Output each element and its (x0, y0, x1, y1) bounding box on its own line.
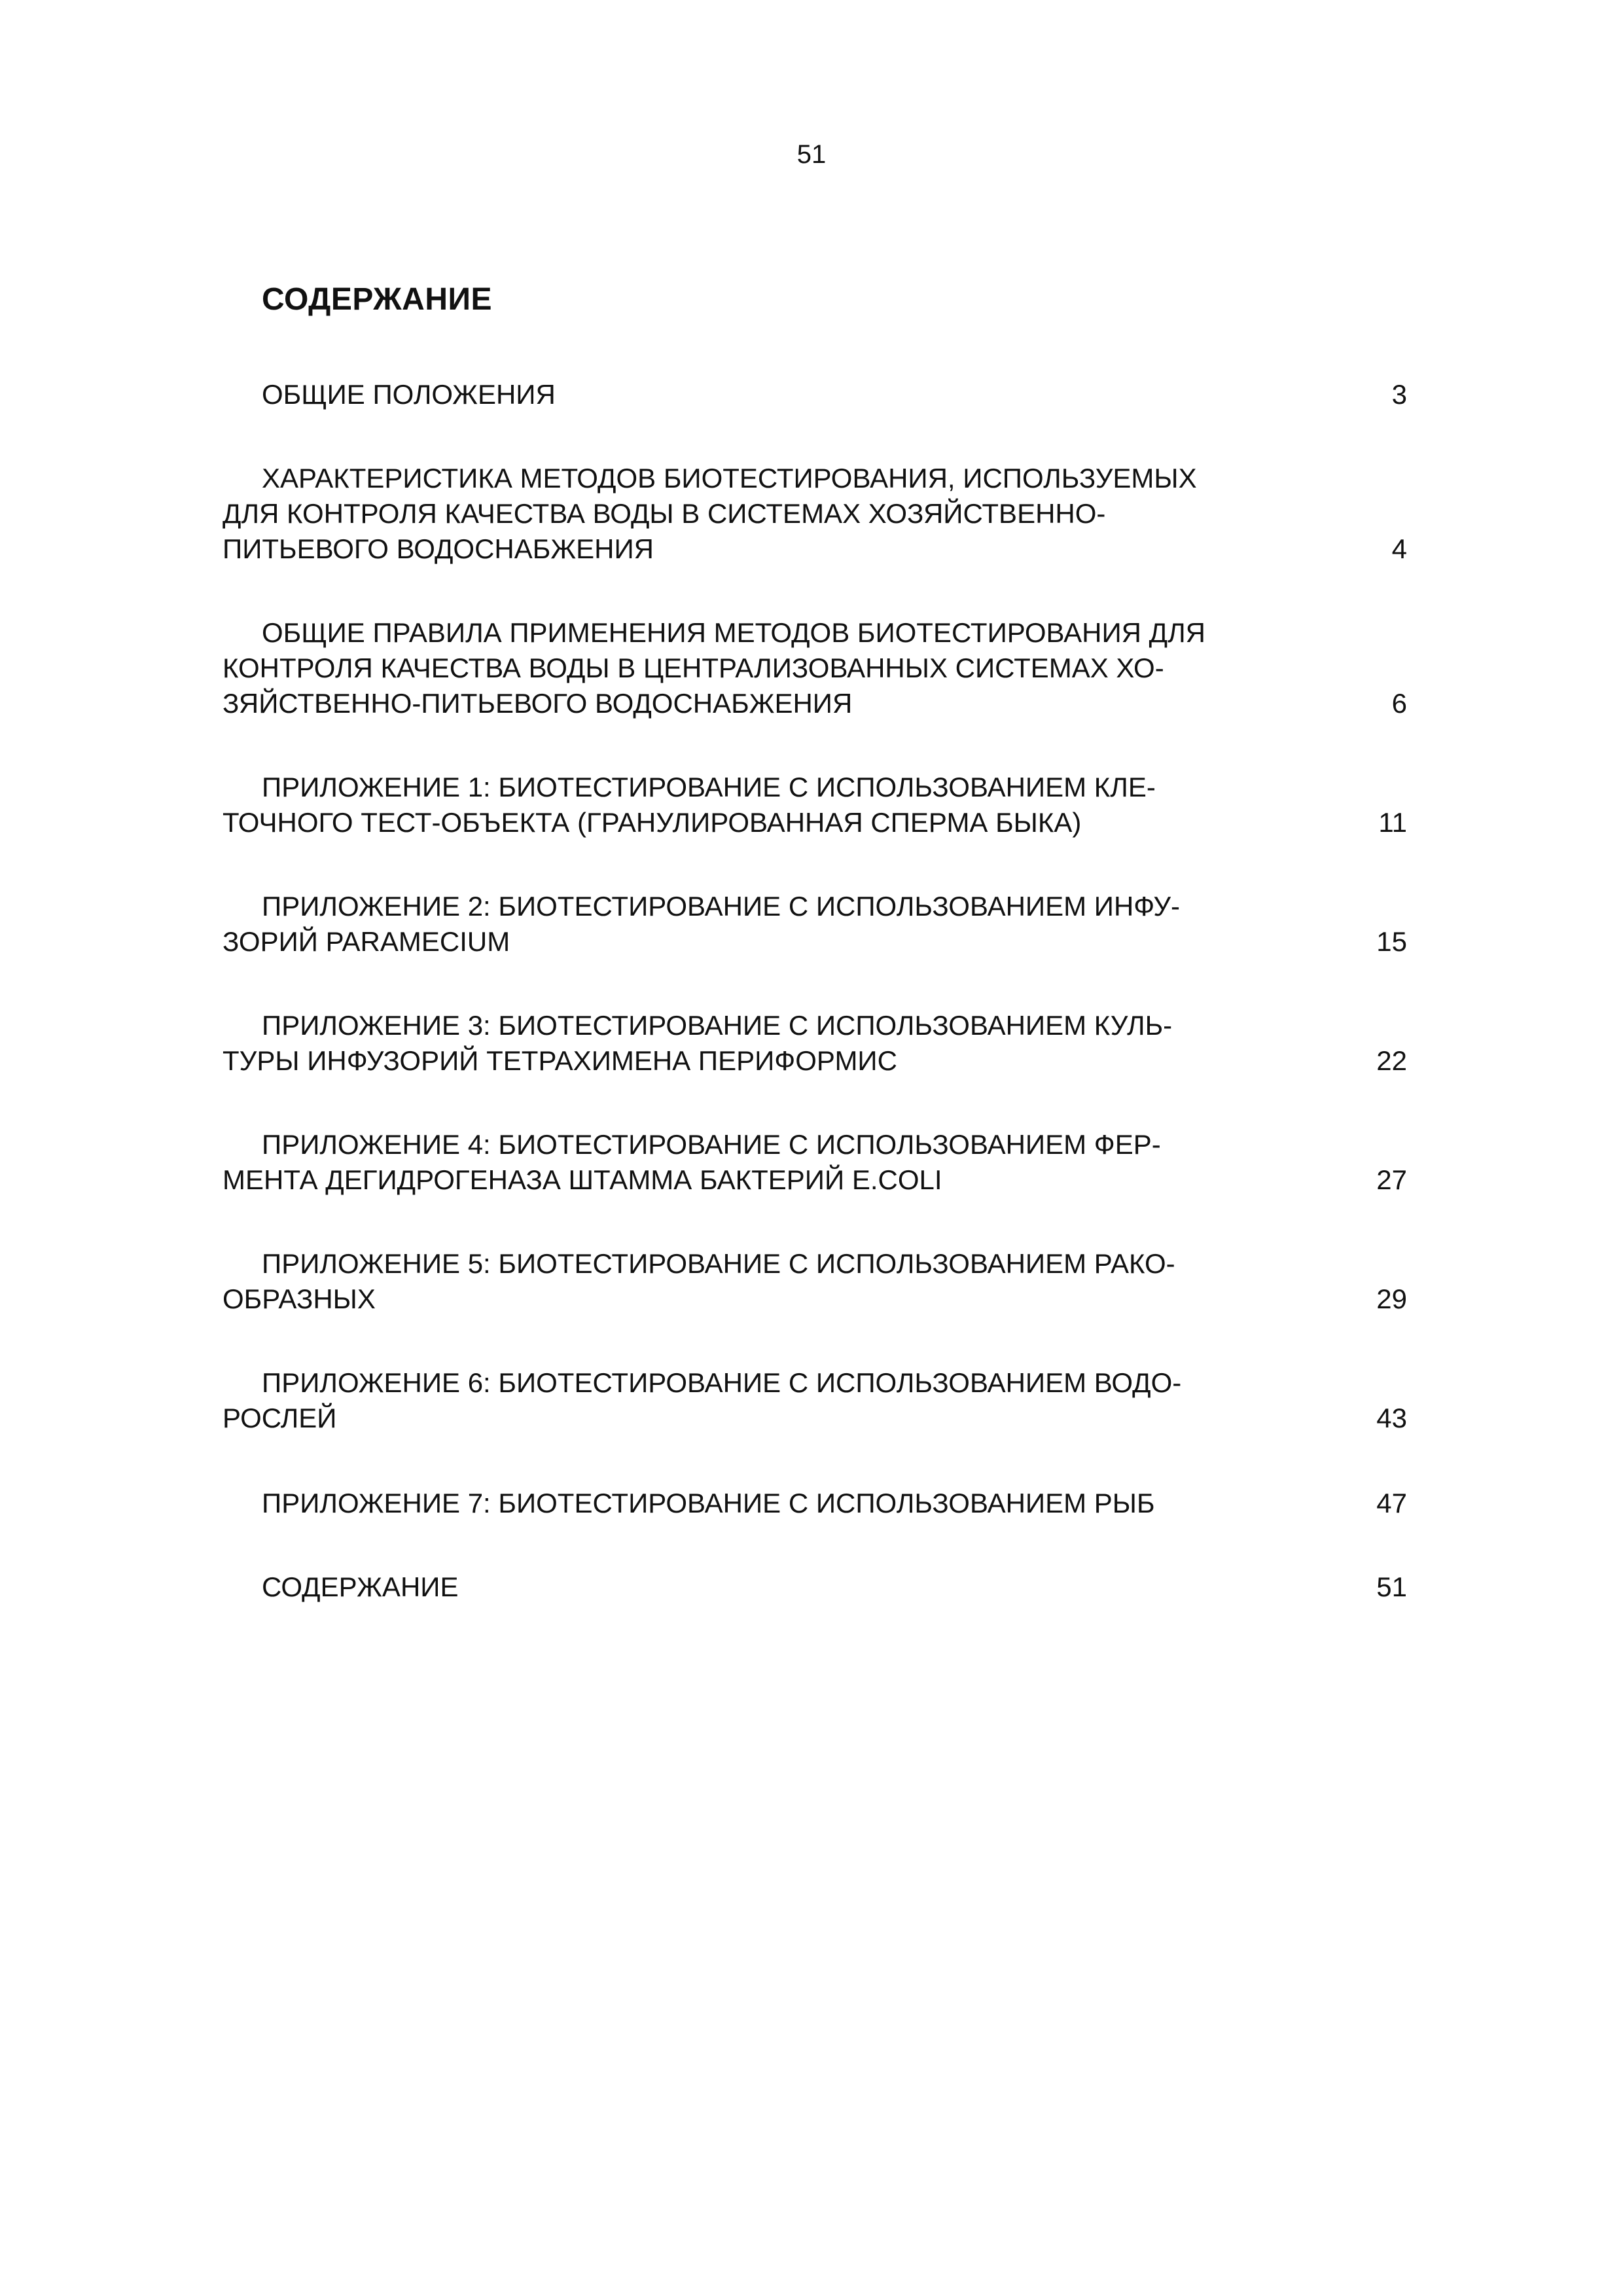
toc-entry-title: ПРИЛОЖЕНИЕ 4: БИОТЕСТИРОВАНИЕ С ИСПОЛЬЗОВАНИЕМ ФЕР- МЕНТА ДЕГИДРОГЕНАЗА ШТАММА БАКТЕРИЙ E.COLI (223, 1129, 1161, 1195)
toc-entry (223, 1486, 1407, 1521)
toc-entry-page: 15 (1376, 926, 1407, 957)
toc-entry-title: ПРИЛОЖЕНИЕ 2: БИОТЕСТИРОВАНИЕ С ИСПОЛЬЗОВАНИЕМ ИНФУ- ЗОРИЙ PARAMECIUM (223, 891, 1181, 957)
toc-entry-title: ПРИЛОЖЕНИЕ 6: БИОТЕСТИРОВАНИЕ С ИСПОЛЬЗОВАНИЕМ ВОДО- РОСЛЕЙ (223, 1367, 1182, 1433)
toc-entry (223, 770, 1407, 840)
toc-entry-title: СОДЕРЖАНИЕ (262, 1571, 459, 1602)
toc-entry-page: 22 (1376, 1045, 1407, 1076)
toc-entry (223, 377, 1407, 412)
toc-entry-page: 3 (1391, 379, 1407, 410)
page-number: 51 (796, 140, 827, 169)
toc-entry-title: ПРИЛОЖЕНИЕ 5: БИОТЕСТИРОВАНИЕ С ИСПОЛЬЗОВАНИЕМ РАКО- ОБРАЗНЫХ (223, 1248, 1175, 1314)
toc-entry (223, 1570, 1407, 1605)
toc-title: СОДЕРЖАНИЕ (262, 282, 492, 317)
toc-entry-page: 6 (1391, 688, 1407, 719)
toc-entry-title: ПРИЛОЖЕНИЕ 7: БИОТЕСТИРОВАНИЕ С ИСПОЛЬЗОВАНИЕМ РЫБ (262, 1488, 1155, 1518)
toc-entry-title: ОБЩИЕ ПОЛОЖЕНИЯ (262, 379, 556, 410)
toc-entry-page: 27 (1376, 1164, 1407, 1195)
toc-entry (223, 1008, 1407, 1079)
toc-entry-page: 51 (1376, 1571, 1407, 1602)
toc-entry (223, 461, 1407, 567)
toc-entry-page: 4 (1391, 533, 1407, 564)
toc-entry-title: ОБЩИЕ ПРАВИЛА ПРИМЕНЕНИЯ МЕТОДОВ БИОТЕСТИРОВАНИЯ ДЛЯ КОНТРОЛЯ КАЧЕСТВА ВОДЫ В ЦЕНТРАЛИЗОВАННЫХ СИСТЕМАХ ХО- ЗЯЙСТВЕННО-ПИТЬЕВОГО ВОДОСНАБЖЕНИЯ (223, 617, 1206, 719)
toc-entry-title: ПРИЛОЖЕНИЕ 3: БИОТЕСТИРОВАНИЕ С ИСПОЛЬЗОВАНИЕМ КУЛЬ- ТУРЫ ИНФУЗОРИЙ ТЕТРАХИМЕНА ПЕРИФОРМИС (223, 1010, 1173, 1076)
toc-entry (223, 1246, 1407, 1317)
toc-entry-page: 11 (1378, 807, 1407, 838)
toc-entry-title: ХАРАКТЕРИСТИКА МЕТОДОВ БИОТЕСТИРОВАНИЯ, ИСПОЛЬЗУЕМЫХ ДЛЯ КОНТРОЛЯ КАЧЕСТВА ВОДЫ В СИСТЕМАХ ХОЗЯЙСТВЕННО- ПИТЬЕВОГО ВОДОСНАБЖЕНИЯ (223, 463, 1197, 564)
toc-entry-title: ПРИЛОЖЕНИЕ 1: БИОТЕСТИРОВАНИЕ С ИСПОЛЬЗОВАНИЕМ КЛЕ- ТОЧНОГО ТЕСТ-ОБЪЕКТА (ГРАНУЛИРОВАННАЯ СПЕРМА БЫКА) (223, 772, 1156, 838)
toc-entry (223, 889, 1407, 960)
toc-entry (223, 1127, 1407, 1198)
toc-entry (223, 615, 1407, 721)
toc-entry (223, 1365, 1407, 1436)
toc-entry-page: 47 (1376, 1488, 1407, 1518)
toc-entry-page: 43 (1376, 1403, 1407, 1433)
toc-entry-page: 29 (1376, 1283, 1407, 1314)
